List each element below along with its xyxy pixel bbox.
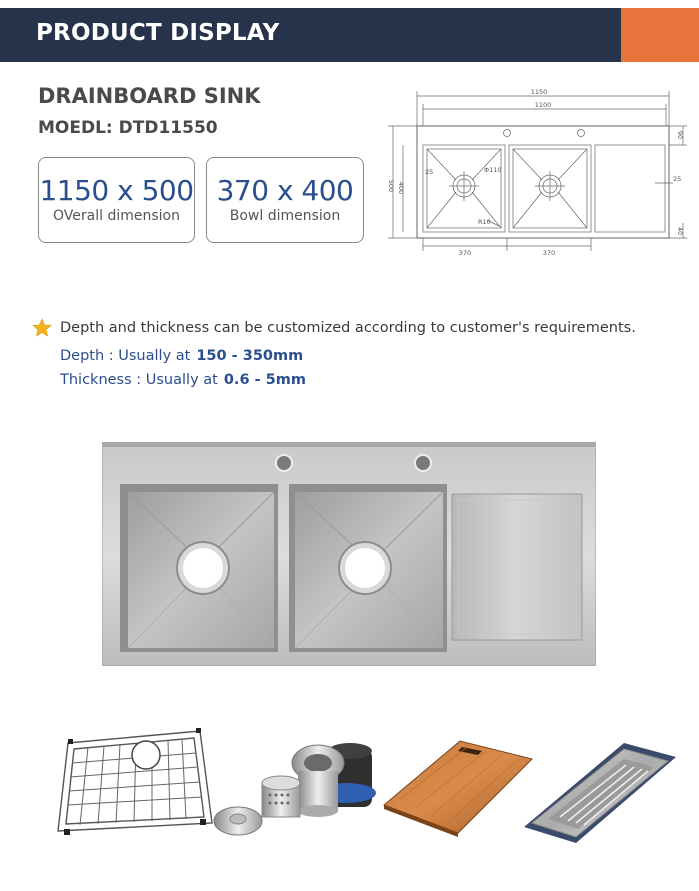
dim-text-drain: Φ110 xyxy=(484,166,502,174)
tap-hole-left xyxy=(504,130,511,137)
dim-text-25-right: 25 xyxy=(673,175,682,183)
overall-dimension-value: 1150 x 500 xyxy=(39,174,194,207)
bowl-dimension-box xyxy=(206,157,364,243)
depth-value: 150 - 350mm xyxy=(196,348,304,364)
overall-dimension-label: OVerall dimension xyxy=(53,208,180,224)
bowl-dimension-value: 370 x 400 xyxy=(216,174,354,207)
product-model: MOEDL: DTD11550 xyxy=(38,118,218,138)
dim-text-1150: 1150 xyxy=(530,88,548,96)
customization-note: Depth and thickness can be customized according to customer's requirements. xyxy=(60,320,636,336)
thickness-label: Thickness : Usually at xyxy=(60,372,218,388)
dim-text-40: 40 xyxy=(676,226,684,236)
page-title: PRODUCT DISPLAY xyxy=(36,20,280,46)
overall-dimension-box xyxy=(38,157,195,243)
product-name: DRAINBOARD SINK xyxy=(38,84,261,108)
drainboard-outline xyxy=(595,145,665,232)
dim-text-90: 90 xyxy=(676,130,684,140)
dim-text-370-left: 370 xyxy=(458,249,472,257)
dim-text-370-right: 370 xyxy=(542,249,556,257)
thickness-value: 0.6 - 5mm xyxy=(223,372,306,388)
depth-spec xyxy=(60,348,303,364)
cutting-board-image xyxy=(380,737,535,837)
dim-text-400: 400 xyxy=(397,181,405,195)
basket-strainer-image xyxy=(210,735,385,845)
dim-text-25-left: 25 xyxy=(425,168,434,176)
dim-text-radius: R10 xyxy=(478,218,491,226)
tap-hole-right xyxy=(578,130,585,137)
depth-label: Depth : Usually at xyxy=(60,348,191,364)
dim-text-1100: 1100 xyxy=(534,101,552,109)
technical-drawing xyxy=(383,88,689,262)
header-bar xyxy=(0,8,699,62)
outer-outline xyxy=(417,126,669,238)
header-accent-block xyxy=(621,8,699,62)
drainboard-sink-image xyxy=(102,442,596,666)
star-icon xyxy=(32,318,52,338)
colander-image xyxy=(520,735,680,847)
thickness-spec xyxy=(60,372,306,388)
dim-text-500: 500 xyxy=(387,179,395,193)
bowl-dimension-label: Bowl dimension xyxy=(229,208,341,224)
bottom-grid-image xyxy=(50,713,216,843)
